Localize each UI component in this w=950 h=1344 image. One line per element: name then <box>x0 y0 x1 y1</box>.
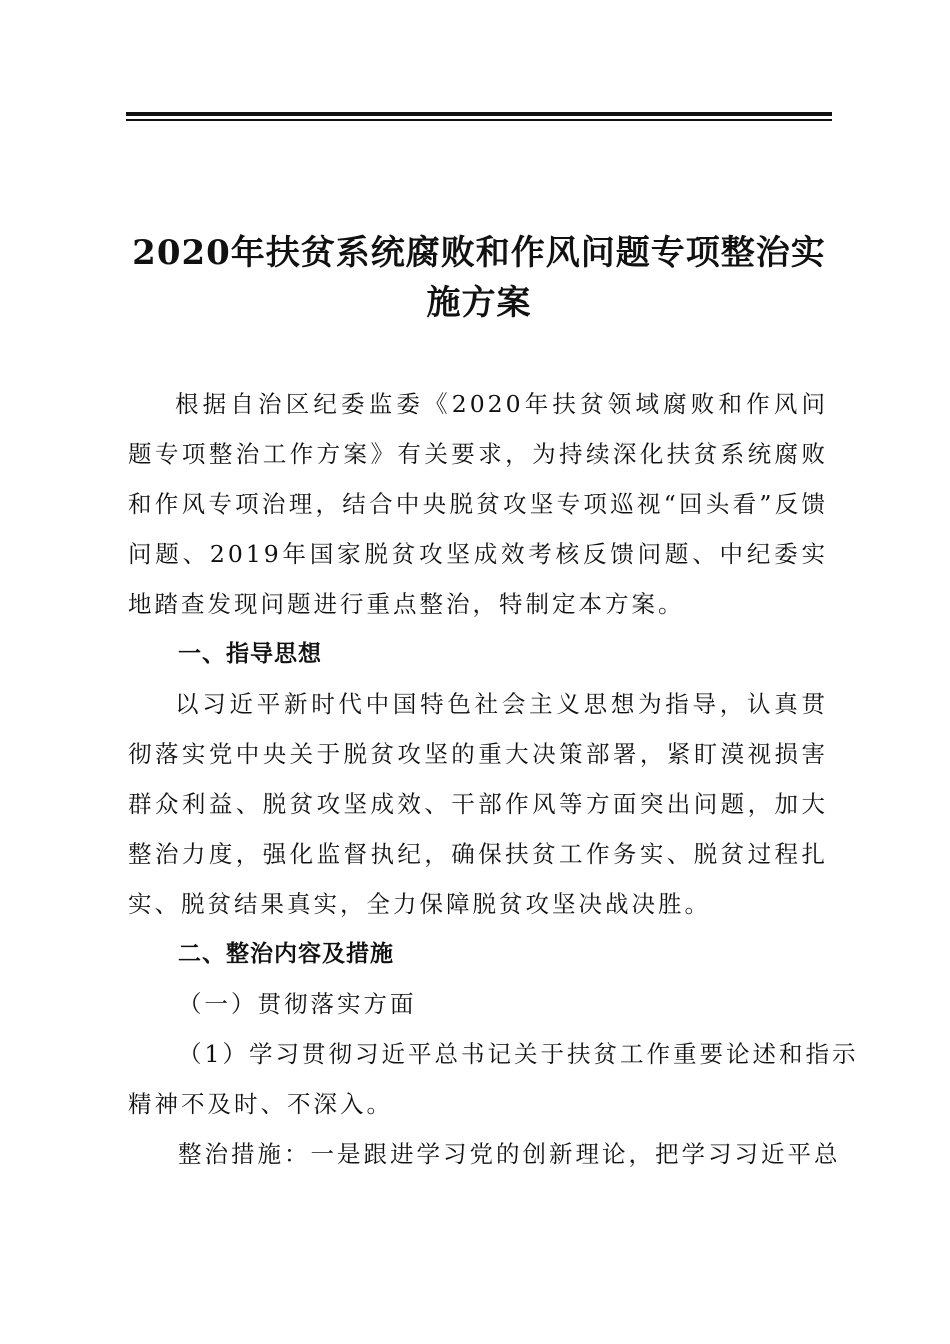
guiding-thought-paragraph: 以习近平新时代中国特色社会主义思想为指导，认真贯彻落实党中央关于脱贫攻坚的重大决策部署，紧盯漠视损害群众利益、脱贫攻坚成效、干部作风等方面突出问题，加大整治力度，强化监督执纪，确保扶贫工作务实、脱贫过程扎实、脱贫结果真实，全力保障脱贫攻坚决战决胜。 <box>128 690 828 918</box>
document-title: 2020年扶贫系统腐败和作风问题专项整治实施方案 <box>132 233 826 323</box>
rectification-measure-line: 整治措施：一是跟进学习党的创新理论，把学习习近平总 <box>178 1140 841 1168</box>
item-1-line-1: （1）学习贯彻习近平总书记关于扶贫工作重要论述和指示 <box>178 1040 859 1068</box>
header-rule-thin <box>126 119 832 121</box>
intro-paragraph: 根据自治区纪委监委《2020年扶贫领域腐败和作风问题专项整治工作方案》有关要求，为持续深化扶贫系统腐败和作风专项治理，结合中央脱贫攻坚专项巡视“回头看”反馈问题、2019年国家脱贫攻坚成效考核反馈问题、中纪委实地踏查发现问题进行重点整治，特制定本方案。 <box>128 390 828 618</box>
section-heading-guiding-thought: 一、指导思想 <box>178 641 322 667</box>
subsection-heading-implementation: （一）贯彻落实方面 <box>178 990 417 1018</box>
item-1-line-2: 精神不及时、不深入。 <box>128 1090 393 1118</box>
header-rule-thick <box>126 112 832 116</box>
section-heading-rectification-content: 二、整治内容及措施 <box>178 941 394 967</box>
